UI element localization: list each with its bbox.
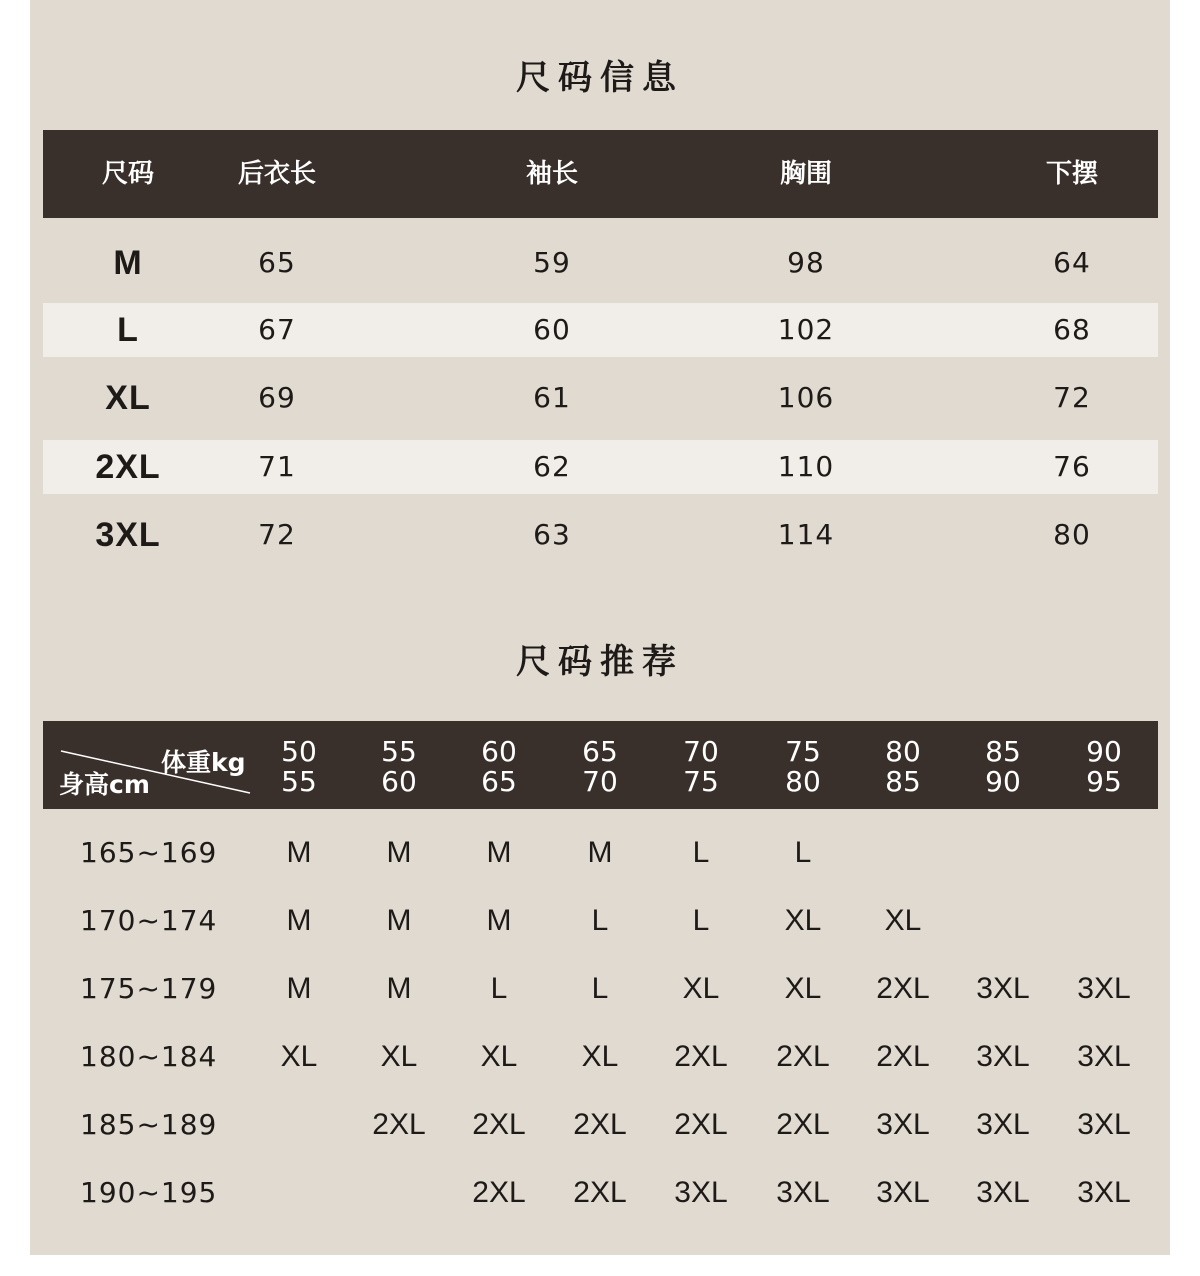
measurement-cell: 72 <box>258 518 296 551</box>
weight-max: 75 <box>683 765 719 798</box>
measurement-cell: 65 <box>258 246 296 279</box>
measurement-cell: 61 <box>533 381 571 414</box>
size-info-row <box>43 440 1158 494</box>
recommended-size-cell: 3XL <box>976 1176 1030 1209</box>
weight-max: 80 <box>785 765 821 798</box>
recommended-size-cell: 3XL <box>976 1040 1030 1073</box>
recommended-size-cell: M <box>286 972 312 1005</box>
recommended-size-cell: XL <box>480 1040 518 1073</box>
measurement-cell: 63 <box>533 518 571 551</box>
size-label: M <box>113 244 143 282</box>
measurement-cell: 59 <box>533 246 571 279</box>
recommended-size-cell: L <box>794 836 812 869</box>
recommended-size-cell: 3XL <box>1077 1040 1131 1073</box>
measurement-cell: 64 <box>1053 246 1091 279</box>
height-range-label: 165~169 <box>80 836 218 869</box>
recommended-size-cell: L <box>490 972 508 1005</box>
weight-min: 70 <box>683 735 719 768</box>
weight-min: 65 <box>582 735 618 768</box>
recommended-size-cell: 2XL <box>573 1176 627 1209</box>
recommended-size-cell: 2XL <box>674 1040 728 1073</box>
recommended-size-cell: 3XL <box>674 1176 728 1209</box>
recommended-size-cell: 3XL <box>776 1176 830 1209</box>
recommended-size-cell: XL <box>784 972 822 1005</box>
size-info-row <box>43 303 1158 357</box>
measurement-cell: 76 <box>1053 450 1091 483</box>
recommended-size-cell: 2XL <box>876 972 930 1005</box>
weight-max: 90 <box>985 765 1021 798</box>
recommended-size-cell: XL <box>280 1040 318 1073</box>
recommended-size-cell: 3XL <box>1077 1176 1131 1209</box>
recommended-size-cell: 2XL <box>472 1108 526 1141</box>
height-range-label: 180~184 <box>80 1040 218 1073</box>
recommended-size-cell: 2XL <box>776 1040 830 1073</box>
measurement-cell: 80 <box>1053 518 1091 551</box>
recommended-size-cell: L <box>692 836 710 869</box>
recommended-size-cell: XL <box>884 904 922 937</box>
weight-min: 50 <box>281 735 317 768</box>
recommended-size-cell: XL <box>581 1040 619 1073</box>
weight-range-header <box>1064 737 1144 797</box>
size-label: XL <box>105 379 151 417</box>
weight-range-header <box>863 737 943 797</box>
recommended-size-cell: L <box>591 904 609 937</box>
recommended-size-cell: 3XL <box>976 1108 1030 1141</box>
height-label: 身高cm <box>59 770 150 799</box>
recommended-size-cell: M <box>386 972 412 1005</box>
weight-range-header <box>661 737 741 797</box>
size-info-title: 尺码信息 <box>516 58 684 98</box>
size-recommend-title: 尺码推荐 <box>516 642 684 682</box>
recommended-size-cell: 2XL <box>776 1108 830 1141</box>
recommended-size-cell: 2XL <box>674 1108 728 1141</box>
measurement-cell: 102 <box>777 313 835 346</box>
measurement-cell: 114 <box>777 518 835 551</box>
recommended-size-cell: 3XL <box>1077 972 1131 1005</box>
recommended-size-cell: XL <box>380 1040 418 1073</box>
weight-range-header <box>763 737 843 797</box>
size-info-header-cell: 尺码 <box>101 159 155 189</box>
weight-min: 55 <box>381 735 417 768</box>
weight-max: 65 <box>481 765 517 798</box>
weight-min: 85 <box>985 735 1021 768</box>
recommended-size-cell: L <box>692 904 710 937</box>
height-range-label: 175~179 <box>80 972 218 1005</box>
size-label: 3XL <box>95 516 161 554</box>
weight-range-header <box>560 737 640 797</box>
measurement-cell: 68 <box>1053 313 1091 346</box>
weight-max: 85 <box>885 765 921 798</box>
weight-min: 60 <box>481 735 517 768</box>
recommended-size-cell: M <box>486 904 512 937</box>
height-range-label: 190~195 <box>80 1176 218 1209</box>
recommended-size-cell: XL <box>682 972 720 1005</box>
weight-max: 95 <box>1086 765 1122 798</box>
size-recommend-header <box>43 721 1158 809</box>
recommended-size-cell: M <box>386 904 412 937</box>
recommended-size-cell: 3XL <box>876 1176 930 1209</box>
recommended-size-cell: M <box>587 836 613 869</box>
recommended-size-cell: L <box>591 972 609 1005</box>
size-info-row <box>43 508 1158 562</box>
weight-range-header <box>963 737 1043 797</box>
recommended-size-cell: M <box>386 836 412 869</box>
recommended-size-cell: 2XL <box>372 1108 426 1141</box>
recommended-size-cell: 3XL <box>876 1108 930 1141</box>
size-recommend-row <box>43 1023 1158 1091</box>
weight-min: 90 <box>1086 735 1122 768</box>
weight-max: 60 <box>381 765 417 798</box>
weight-label: 体重kg <box>161 748 246 777</box>
weight-range-header <box>359 737 439 797</box>
size-label: 2XL <box>95 448 161 486</box>
measurement-cell: 98 <box>787 246 825 279</box>
recommended-size-cell: M <box>486 836 512 869</box>
size-label: L <box>117 311 139 349</box>
size-recommend-row <box>43 955 1158 1023</box>
size-info-header-cell: 袖长 <box>525 159 579 189</box>
measurement-cell: 110 <box>777 450 835 483</box>
recommended-size-cell: 3XL <box>976 972 1030 1005</box>
size-info-header-cell: 胸围 <box>779 159 833 189</box>
size-recommend-row <box>43 887 1158 955</box>
recommended-size-cell: XL <box>784 904 822 937</box>
size-info-row <box>43 371 1158 425</box>
size-info-header-cell: 后衣长 <box>237 159 317 189</box>
size-info-header <box>43 130 1158 218</box>
recommended-size-cell: 2XL <box>876 1040 930 1073</box>
weight-min: 75 <box>785 735 821 768</box>
size-recommend-row <box>43 819 1158 887</box>
size-info-header-cell: 下摆 <box>1045 159 1099 189</box>
measurement-cell: 62 <box>533 450 571 483</box>
height-range-label: 170~174 <box>80 904 218 937</box>
size-recommend-row <box>43 1091 1158 1159</box>
size-info-row <box>43 236 1158 290</box>
measurement-cell: 60 <box>533 313 571 346</box>
recommended-size-cell: 2XL <box>573 1108 627 1141</box>
size-recommend-row <box>43 1159 1158 1227</box>
measurement-cell: 69 <box>258 381 296 414</box>
measurement-cell: 67 <box>258 313 296 346</box>
measurement-cell: 106 <box>777 381 835 414</box>
weight-max: 70 <box>582 765 618 798</box>
recommended-size-cell: M <box>286 904 312 937</box>
weight-min: 80 <box>885 735 921 768</box>
weight-range-header <box>259 737 339 797</box>
measurement-cell: 72 <box>1053 381 1091 414</box>
weight-range-header <box>459 737 539 797</box>
height-range-label: 185~189 <box>80 1108 218 1141</box>
recommended-size-cell: 3XL <box>1077 1108 1131 1141</box>
recommended-size-cell: M <box>286 836 312 869</box>
measurement-cell: 71 <box>258 450 296 483</box>
recommended-size-cell: 2XL <box>472 1176 526 1209</box>
weight-max: 55 <box>281 765 317 798</box>
